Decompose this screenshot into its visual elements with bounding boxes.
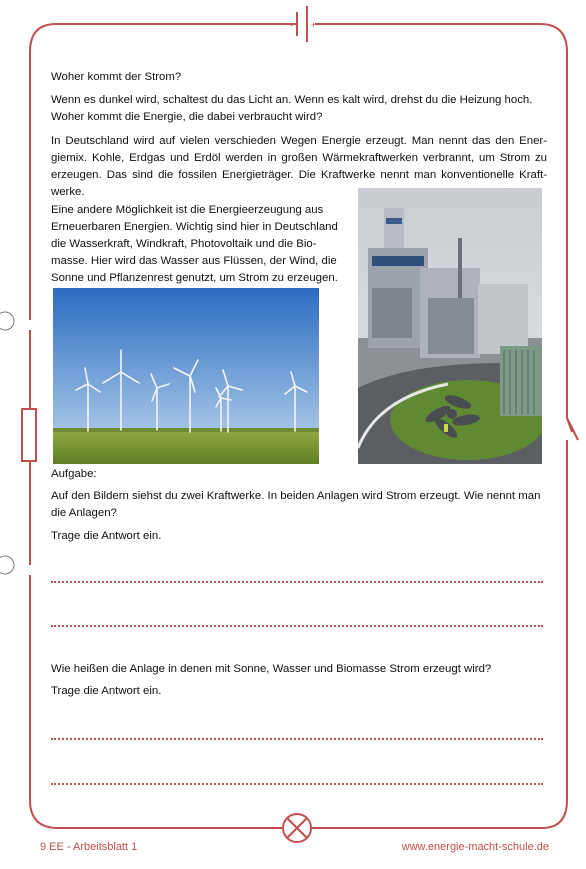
intro-paragraph: Wenn es dunkel wird, schaltest du das Licht an. Wenn es kalt wird, drehst du die Heizung hoch. Woher kommt die Energie, die dabei verbraucht wird?	[51, 94, 533, 123]
worksheet-heading: Woher kommt der Strom?	[51, 71, 182, 83]
answer-line-3[interactable]	[51, 738, 543, 740]
answer-line-4[interactable]	[51, 783, 543, 785]
answer-line-2[interactable]	[51, 625, 543, 627]
task-question-1: Auf den Bildern siehst du zwei Kraftwerke. In beiden Anlagen wird Strom erzeugt. Wie nennt man die Anlagen?	[51, 490, 541, 519]
task-label: Aufgabe:	[51, 468, 97, 480]
task-instruction-2: Trage die Antwort ein.	[51, 685, 162, 697]
answer-line-1[interactable]	[51, 581, 543, 583]
website-link[interactable]: www.energie-macht-schule.de	[401, 841, 549, 853]
task-instruction-1: Trage die Antwort ein.	[51, 530, 162, 542]
wind-farm-image	[53, 288, 319, 464]
fossil-energy-paragraph: In Deutschland wird auf vielen verschieden Wegen Energie erzeugt. Man nennt das den Ener-giemix. Kohle, Erdgas und Erdöl werden in großen Wärmekraftwerken verbrannt, um Strom zu erzeugen. Das sind die fossilen Energieträger. Die Kraftwerke nennt man konventionelle Kraft-werke.	[51, 135, 547, 198]
worksheet-number: 9 EE - Arbeitsblatt 1	[40, 841, 138, 853]
task-question-2: Wie heißen die Anlage in denen mit Sonne, Wasser und Biomasse Strom erzeugt wird?	[51, 663, 492, 675]
battery-plus-label: +	[311, 20, 317, 30]
renewable-energy-paragraph: Eine andere Möglichkeit ist die Energieerzeugung aus Erneuerbaren Energien. Wichtig sind hier in Deutschland die Wasserkraft, Windkraft, Photovoltaik und die Bio-masse. Hier wird das Wasser aus Flüssen, der Wind, die Sonne und Pflanzenrest genutzt, um Strom zu erzeugen.	[51, 204, 338, 284]
power-plant-image	[358, 188, 542, 464]
battery-minus-label: -	[290, 20, 293, 30]
